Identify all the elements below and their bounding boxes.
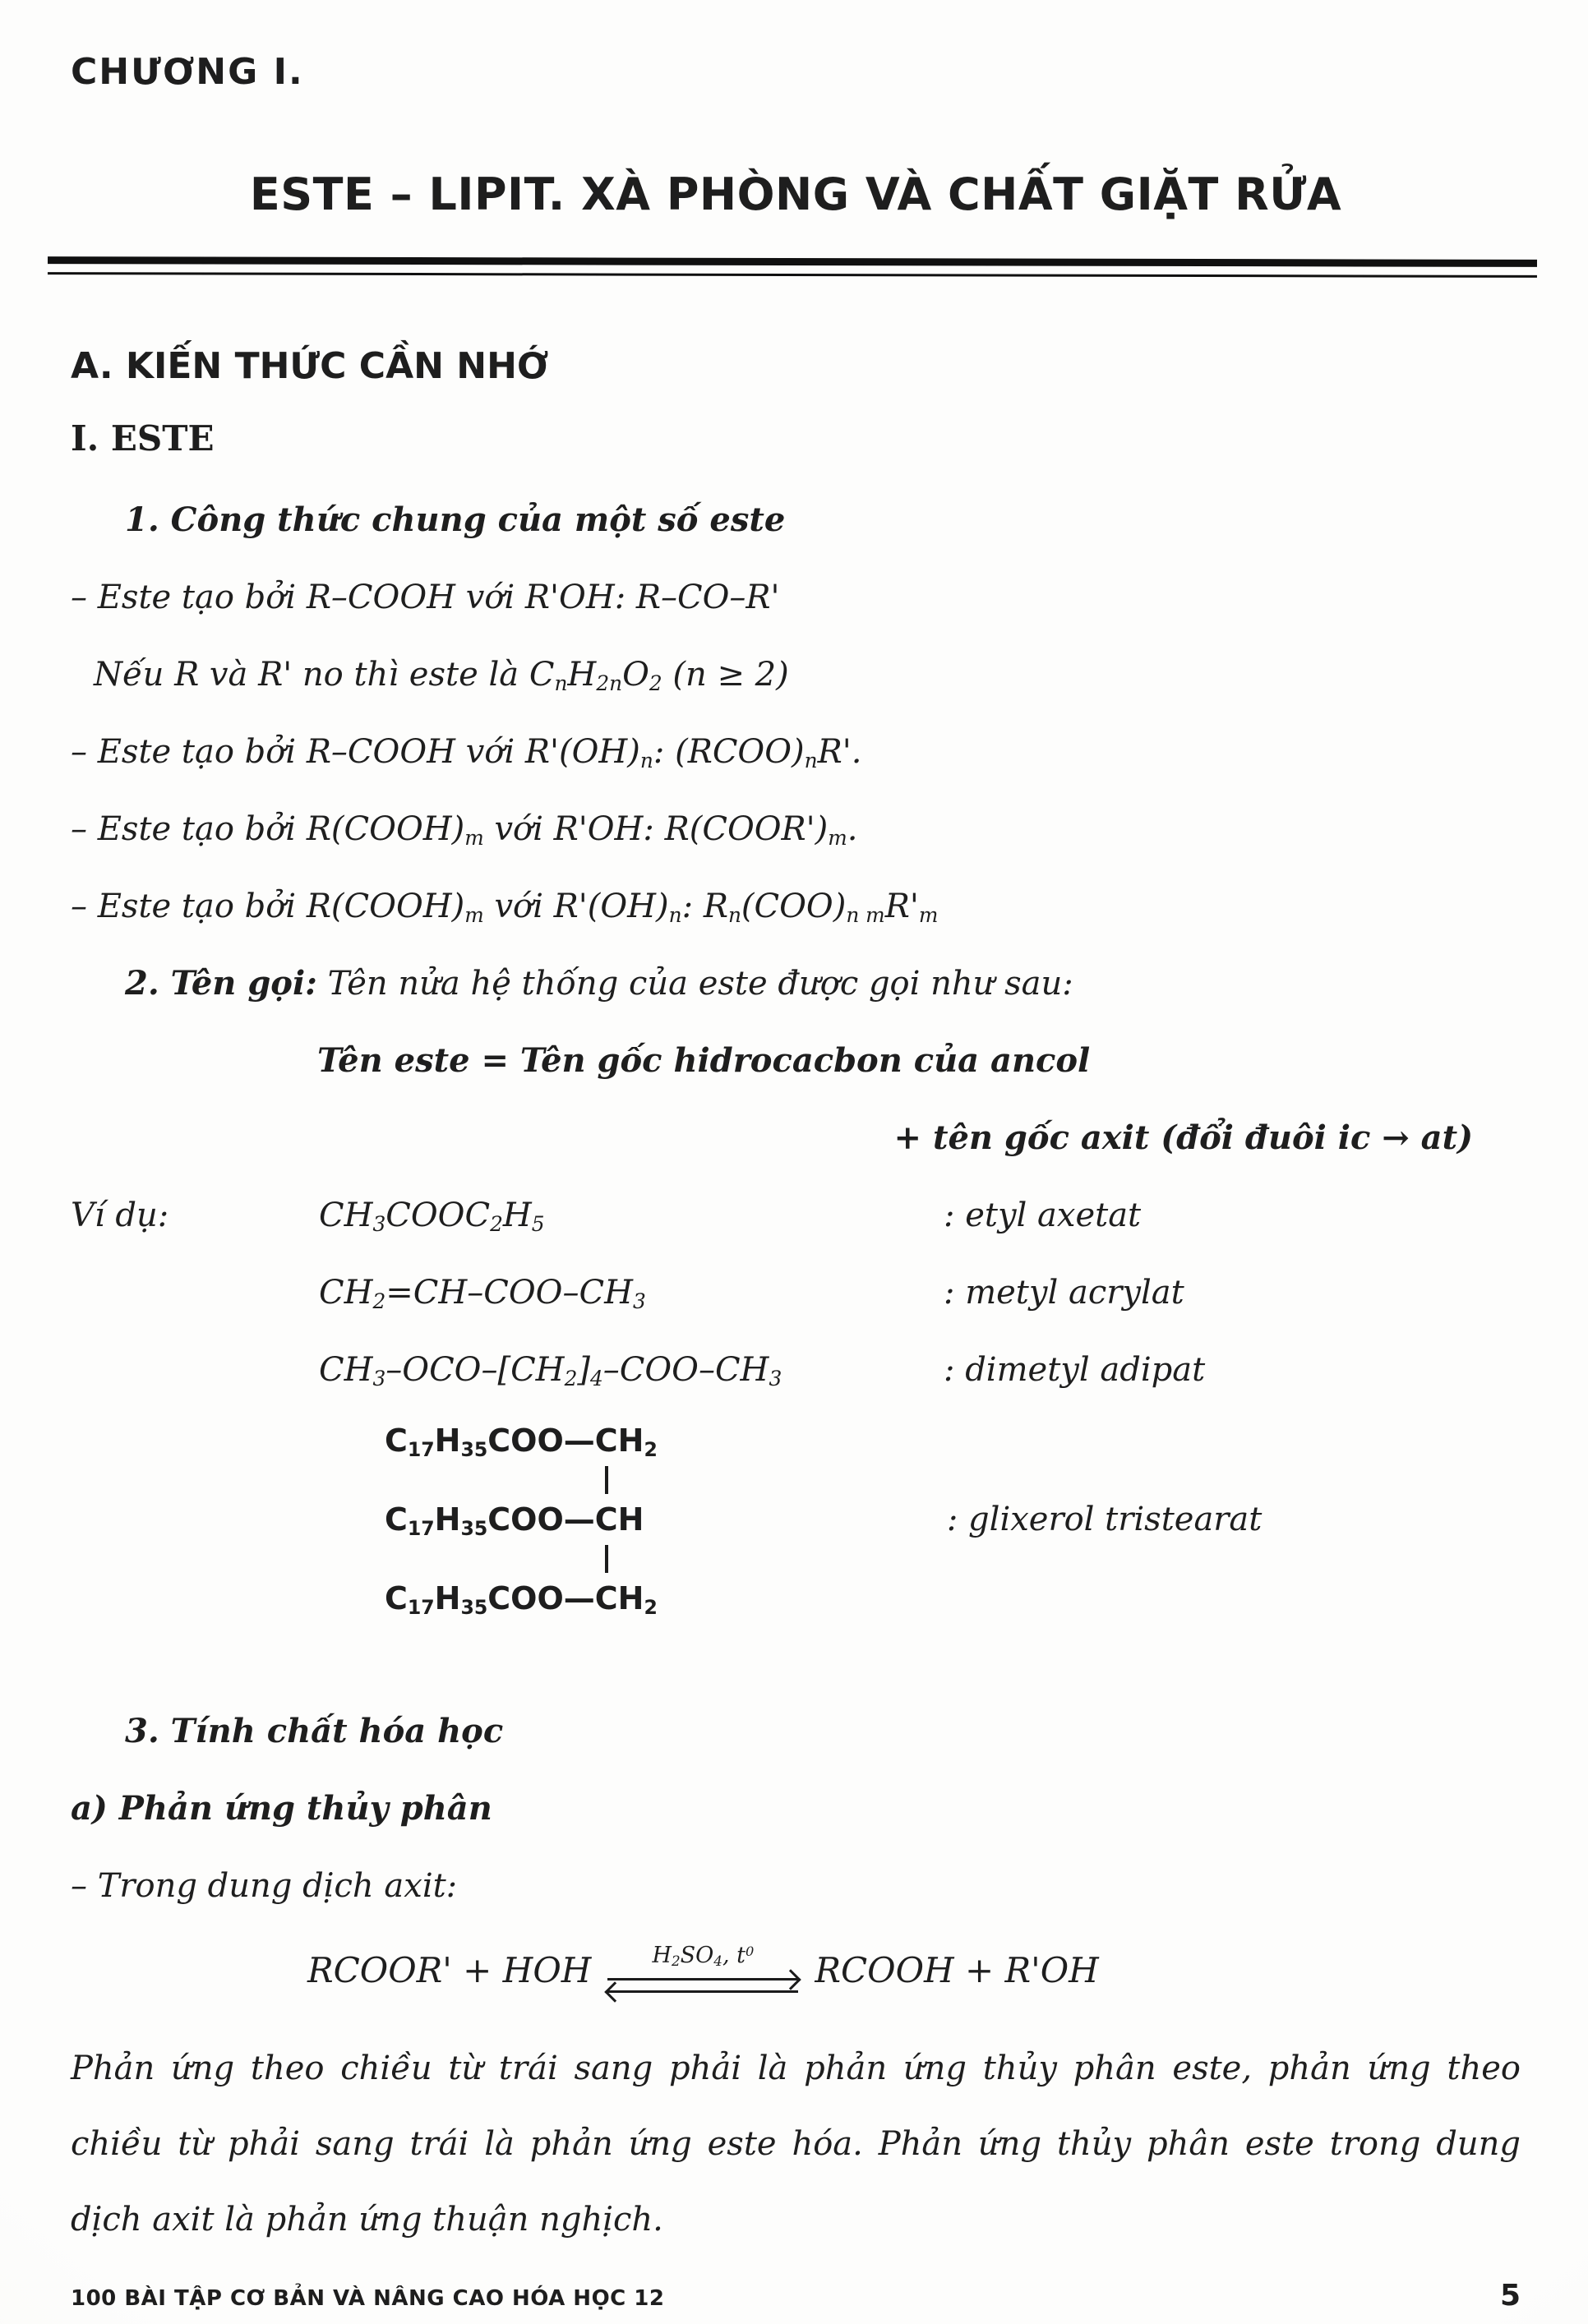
struct-left: $C_{17}H_{35}COO—$	[385, 1580, 595, 1619]
item1-heading: 1. Công thức chung của một số este	[125, 500, 786, 539]
example-row	[71, 1254, 1521, 1331]
glycerol-structure	[385, 1417, 1521, 1622]
example-label	[71, 1331, 319, 1409]
naming-rule-line: Tên este = Tên gốc hidrocacbon của ancol	[317, 1041, 1091, 1080]
struct-left: $C_{17}H_{35}COO—$	[385, 1423, 595, 1461]
example-label: Ví dụ:	[71, 1197, 169, 1234]
example-name: : dimetyl adipat	[944, 1351, 1206, 1389]
naming-rule-suffix: + tên gốc axit (đổi đuôi ic → at)	[893, 1118, 1473, 1157]
bond-cell	[595, 1543, 658, 1575]
struct-spacer	[385, 1543, 595, 1575]
page-title: ESTE – LIPIT. XÀ PHÒNG VÀ CHẤT GIẶT RỬA	[249, 168, 1342, 220]
struct-right: $CH_2$	[594, 1423, 658, 1461]
divider-thick-rule	[48, 256, 1537, 267]
item2-heading-rest: Tên nửa hệ thống của este được gọi như sau:	[316, 965, 1073, 1003]
page-footer	[71, 2279, 1521, 2312]
struct-right: CH	[594, 1501, 644, 1538]
equation-left-side: RCOOR' + HOH	[307, 1950, 592, 1990]
reaction-condition: $H_2SO_4$, $t^0$	[652, 1943, 755, 1970]
hydrolysis-equation	[307, 1943, 1521, 1998]
struct-right: $CH_2$	[594, 1580, 658, 1619]
struct-spacer	[385, 1464, 595, 1496]
reverse-arrow-icon	[607, 1990, 798, 1993]
example-formula: $CH_3-OCO-[CH_2]_4-COO-CH_3$	[319, 1351, 782, 1390]
bond-line	[605, 1466, 608, 1494]
example-row	[71, 1331, 1521, 1409]
bond-line	[605, 1545, 608, 1573]
structural-formula	[385, 1417, 658, 1622]
chapter-label: CHƯƠNG I.	[71, 51, 304, 93]
struct-left: $C_{17}H_{35}COO—$	[385, 1501, 595, 1540]
formula-line-4: – Este tạo bởi $R(COOH)_m$ với R'OH: $R(COOR')_m$.	[71, 810, 858, 850]
title-divider	[48, 256, 1537, 278]
item2-heading	[125, 945, 1521, 1022]
footer-book-title: 100 BÀI TẬP CƠ BẢN VÀ NÂNG CAO HÓA HỌC 12	[71, 2286, 665, 2311]
bond-cell	[595, 1464, 658, 1496]
section-i-heading: I. ESTE	[71, 418, 215, 459]
glycerol-name: : glixerol tristearat	[946, 1501, 1263, 1538]
example-formula: $CH_2=CH-COO-CH_3$	[319, 1274, 646, 1313]
example-formula: $CH_3COOC_2H_5$	[319, 1197, 545, 1236]
example-name: : etyl axetat	[944, 1197, 1142, 1234]
examples-block	[71, 1177, 1521, 1409]
equation-right-side: RCOOH + R'OH	[815, 1950, 1099, 1990]
example-label	[71, 1254, 319, 1331]
footer-page-number: 5	[1499, 2279, 1521, 2312]
formula-line-3: – Este tạo bởi R–COOH với $R'(OH)_n$: $(RCOO)_nR'$.	[71, 733, 862, 772]
example-name: : metyl acrylat	[944, 1274, 1184, 1312]
example-row	[71, 1177, 1521, 1254]
acid-context-line: – Trong dung dịch axit:	[71, 1867, 458, 1905]
formula-line-2: Nếu R và R' no thì este là $C_nH_{2n}O_2$ (n ≥ 2)	[94, 656, 789, 695]
item2-heading-bold: 2. Tên gọi:	[125, 964, 317, 1003]
forward-arrow-icon	[607, 1978, 798, 1980]
hydrolysis-paragraph: Phản ứng theo chiều từ trái sang phải là phản ứng thủy phân este, phản ứng theo chiều từ phải sang trái là phản ứng este hóa. Phản ứng thủy phân este trong dung dịch axit là phản ứng thuận nghịch.	[71, 2050, 1521, 2239]
item3-heading: 3. Tính chất hóa học	[125, 1712, 504, 1750]
formula-line-5: – Este tạo bởi $R(COOH)_m$ với $R'(OH)_n$: $R_n(COO)_{n m}R'_m$	[71, 888, 939, 927]
formula-line-1: – Este tạo bởi R–COOH với R'OH: R–CO–R'	[71, 579, 780, 616]
item3a-heading: a) Phản ứng thủy phân	[71, 1789, 492, 1828]
equilibrium-arrows	[607, 1943, 798, 1998]
section-a-heading: A. KIẾN THỨC CẦN NHỚ	[71, 345, 549, 387]
divider-thin-rule	[48, 272, 1537, 278]
